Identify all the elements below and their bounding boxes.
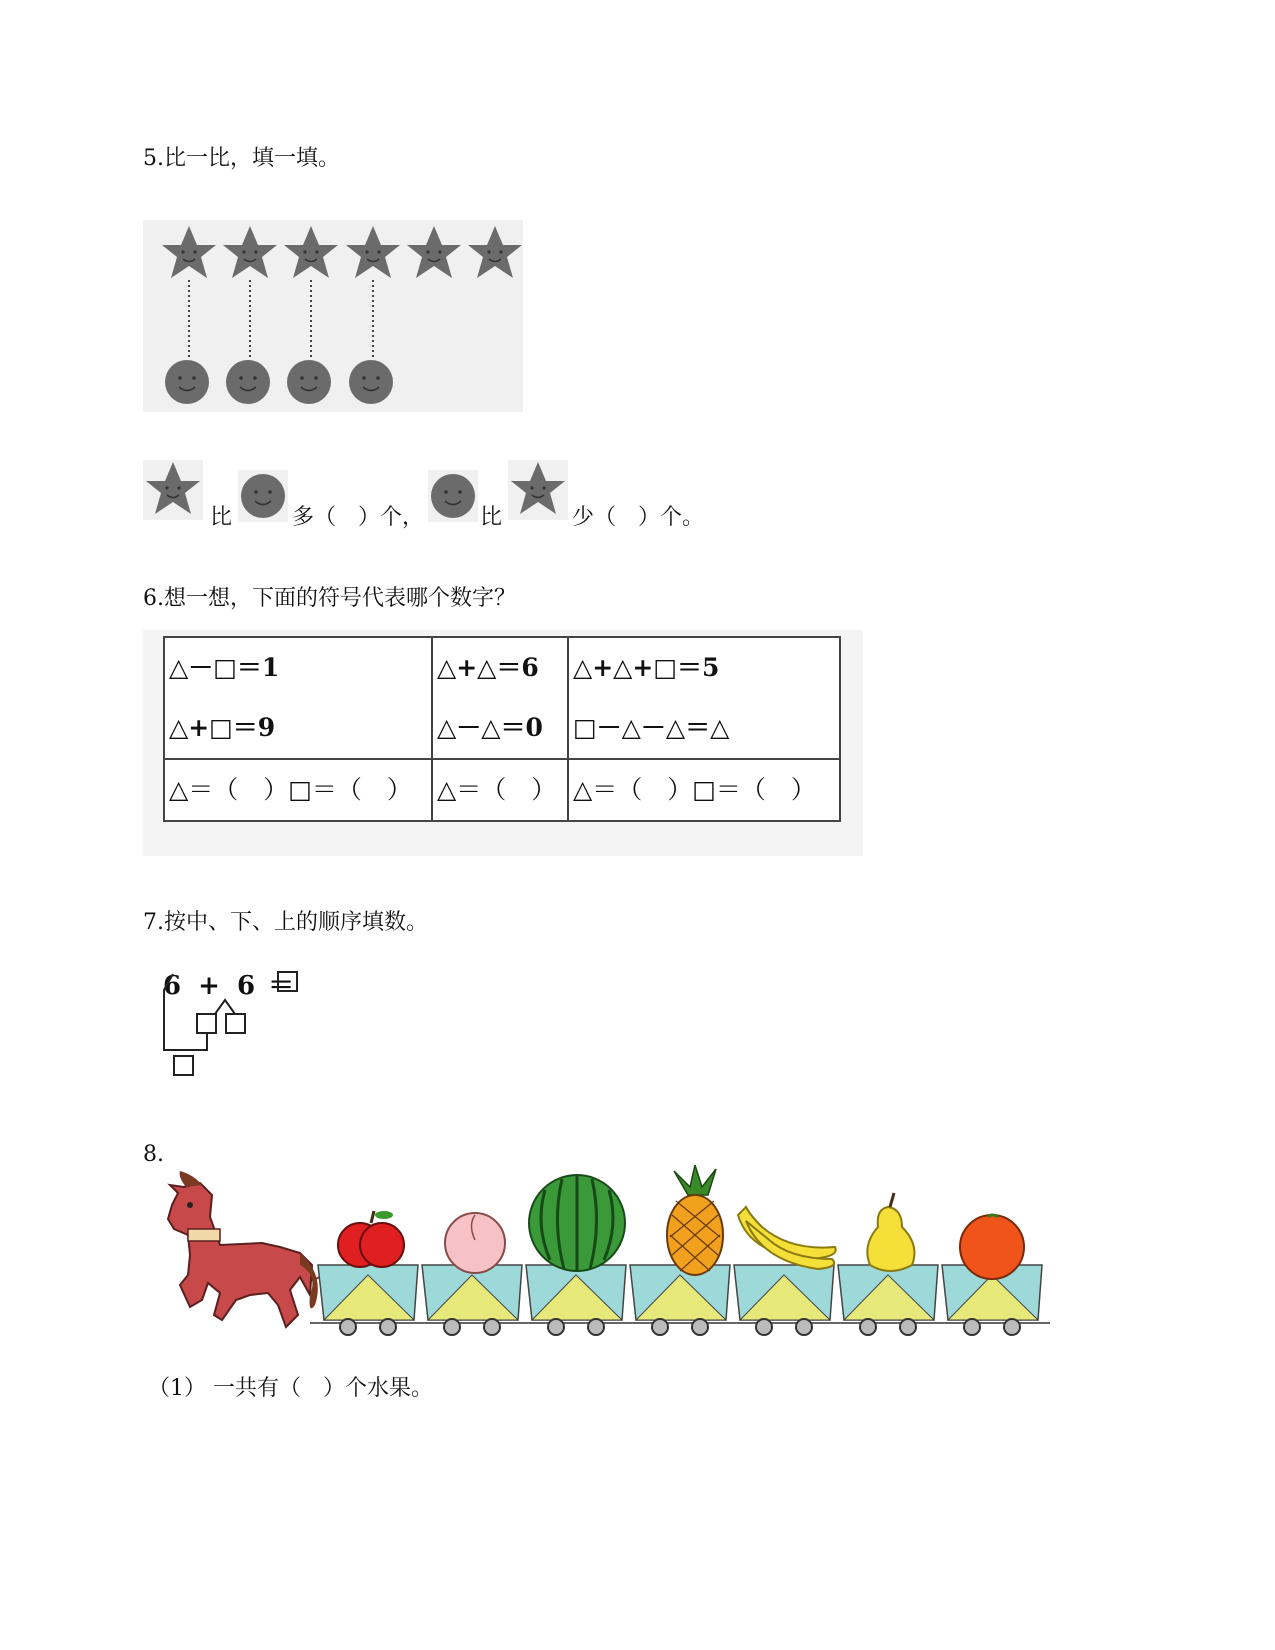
answer-box[interactable] [174, 1056, 193, 1075]
circle-face-icon [238, 470, 288, 522]
q5-bi-2: 比 [480, 505, 503, 530]
peach-icon [445, 1213, 505, 1273]
answer-box[interactable] [278, 972, 297, 991]
answer-cell[interactable]: △＝（ ）□＝（ ） [164, 759, 432, 821]
q5-more-blank[interactable]: 多（ ）个， [292, 505, 425, 530]
circle-face-icon [226, 360, 270, 404]
dotted-lines [189, 280, 373, 358]
star-icon [468, 226, 522, 278]
table-cell: △+△+□＝5 □－△－△＝△ [568, 637, 840, 759]
carts [318, 1265, 1042, 1335]
circle-face-icon [428, 470, 478, 522]
apple-icon [338, 1211, 404, 1267]
symbol-table [163, 636, 841, 822]
number-6: 6 [163, 971, 182, 1001]
plus-sign: + [198, 971, 220, 1001]
q5-less-blank[interactable]: 少（ ）个。 [572, 505, 705, 530]
fruit-train-figure [150, 1165, 1055, 1350]
q5-title: 5.比一比，填一填。 [143, 146, 340, 171]
banana-icon [738, 1207, 836, 1269]
q6-title: 6.想一想，下面的符号代表哪个数字？ [143, 586, 516, 611]
pear-icon [867, 1193, 914, 1271]
circle-face-icon [165, 360, 209, 404]
star-icon [284, 226, 338, 278]
star-icon [223, 226, 277, 278]
table-cell: △+△＝6 △－△＝0 [432, 637, 568, 759]
circle-face-icon [349, 360, 393, 404]
q7-title: 7.按中、下、上的顺序填数。 [143, 910, 428, 935]
star-icon [346, 226, 400, 278]
watermelon-icon [529, 1175, 625, 1271]
q8-title: 8. [143, 1142, 164, 1167]
equals-sign: ＝ [268, 971, 295, 1001]
number-6: 6 [237, 971, 256, 1001]
star-icon [162, 226, 216, 278]
circle-face-icon [287, 360, 331, 404]
star-icon [143, 460, 203, 520]
horse-icon [168, 1171, 318, 1327]
answer-cell[interactable]: △＝（ ） [432, 759, 568, 821]
answer-box[interactable] [197, 1014, 216, 1033]
q5-figure [143, 220, 523, 412]
decompose-diagram [155, 960, 315, 1085]
orange-icon [960, 1215, 1024, 1279]
pineapple-icon [667, 1165, 723, 1275]
q8-sub1[interactable]: （1） 一共有（ ）个水果。 [148, 1376, 433, 1401]
answer-cell[interactable]: △＝（ ）□＝（ ） [568, 759, 840, 821]
q5-bi-1: 比 [210, 505, 233, 530]
star-icon [407, 226, 461, 278]
answer-box[interactable] [226, 1014, 245, 1033]
star-icon [508, 460, 568, 520]
table-cell: △－□＝1 △+□＝9 [164, 637, 432, 759]
